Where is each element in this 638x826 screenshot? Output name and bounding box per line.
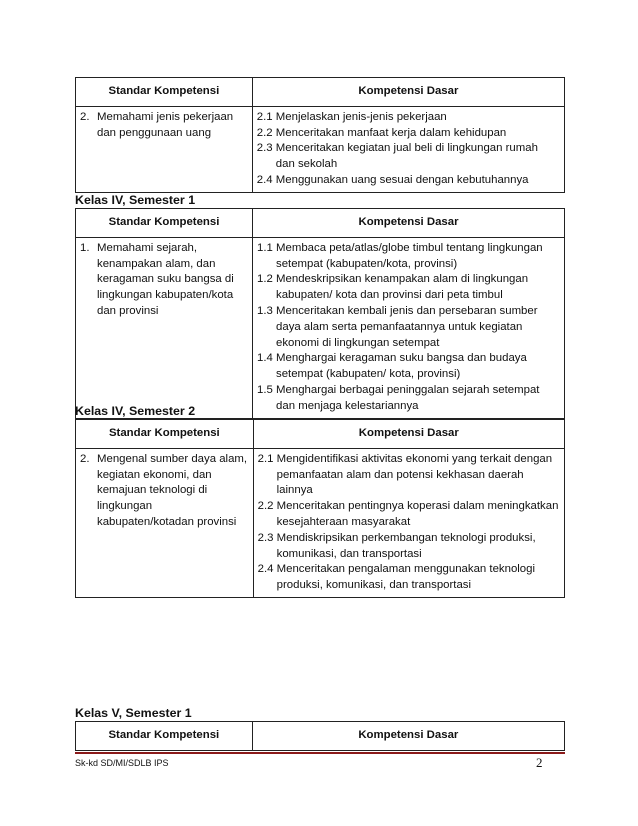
kd-number: 1.5 (257, 383, 273, 396)
sk-number: 2. (80, 110, 90, 123)
header-kompetensi-dasar: Kompetensi Dasar (253, 420, 564, 449)
header-standar-kompetensi: Standar Kompetensi (76, 722, 253, 751)
kd-item (257, 173, 560, 189)
sk-text: Memahami sejarah, kenampakan alam, dan keragaman suku bangsa di lingkungan kabupaten/kota dan provinsi (97, 241, 234, 317)
kd-item (258, 531, 560, 563)
kd-number: 2.3 (257, 531, 274, 544)
footer-rule (75, 752, 565, 754)
sk-number: 1. (80, 241, 90, 254)
competency-table-kelas-iv-semester-2 (75, 419, 565, 598)
kd-number: 2.4 (256, 173, 273, 186)
kd-text: Mendiskripsikan perkembangan teknologi produksi, komunikasi, dan transportasi (276, 531, 536, 560)
kd-text: Menjelaskan jenis-jenis pekerjaan (275, 110, 447, 123)
competency-table-kelas-iv-semester-1 (75, 208, 565, 419)
kd-text: Menceritakan pentingnya koperasi dalam meningkatkan kesejahteraan masyarakat (276, 500, 559, 528)
kd-text: Menceritakan kegiatan jual beli di lingkungan rumah dan sekolah (275, 142, 538, 171)
page-number: 2 (536, 755, 543, 770)
section-heading-kelas-iv-semester-2: Kelas IV, Semester 2 (75, 404, 196, 418)
kd-number: 2.2 (257, 500, 274, 513)
kd-cell (252, 106, 564, 192)
header-kompetensi-dasar: Kompetensi Dasar (252, 722, 564, 751)
kd-text: Menceritakan manfaat kerja dalam kehidupan (275, 126, 507, 139)
kd-number: 2.2 (256, 126, 273, 139)
sk-cell (76, 106, 253, 192)
kd-text: Menceritakan pengalaman menggunakan teknologi produksi, komunikasi, dan transportasi (276, 563, 536, 592)
kd-text: Mendeskripsikan kenampakan alam di lingkungan kabupaten/ kota dan provinsi dari peta timbul (276, 273, 529, 302)
sk-text: Mengenal sumber daya alam, kegiatan ekonomi, dan kemajuan teknologi di lingkungan kabupaten/kotadan provinsi (97, 452, 248, 528)
section-heading-kelas-v-semester-1: Kelas V, Semester 1 (75, 706, 192, 720)
kd-item (257, 126, 560, 142)
sk-cell (76, 237, 253, 418)
kd-text: Menghargai berbagai peninggalan sejarah setempat dan menjaga kelestariannya (276, 383, 540, 412)
kd-text: Menghargai keragaman suku bangsa dan budaya setempat (kabupaten/ kota, provinsi) (276, 352, 527, 381)
header-standar-kompetensi: Standar Kompetensi (76, 209, 253, 238)
kd-item (257, 110, 560, 126)
kd-number: 1.3 (257, 304, 273, 317)
section-heading-kelas-iv-semester-1: Kelas IV, Semester 1 (75, 193, 196, 207)
sk-cell (76, 448, 254, 597)
kd-item (258, 452, 560, 499)
header-kompetensi-dasar: Kompetensi Dasar (253, 209, 565, 238)
header-kompetensi-dasar: Kompetensi Dasar (252, 78, 564, 107)
kd-cell (253, 237, 565, 418)
kd-number: 2.4 (257, 563, 274, 576)
header-standar-kompetensi: Standar Kompetensi (76, 78, 253, 107)
kd-item (257, 304, 560, 351)
kd-text: Menggunakan uang sesuai dengan kebutuhannya (275, 173, 529, 186)
kd-cell (253, 448, 564, 597)
kd-number: 2.1 (256, 110, 273, 123)
kd-text: Membaca peta/atlas/globe timbul tentang lingkungan setempat (kabupaten/kota, provinsi) (276, 241, 543, 270)
kd-text: Mengidentifikasi aktivitas ekonomi yang terkait dengan pemanfaatan alam dan potensi kekhasan daerah lainnya (276, 452, 553, 497)
kd-number: 1.4 (257, 352, 273, 365)
kd-item (257, 383, 560, 415)
footer-document-label: Sk-kd SD/MI/SDLB IPS (75, 758, 169, 768)
header-standar-kompetensi: Standar Kompetensi (76, 420, 254, 449)
competency-table-top (75, 77, 565, 193)
kd-number: 1.1 (257, 241, 273, 254)
kd-number: 2.3 (256, 142, 273, 155)
competency-table-kelas-v-semester-1 (75, 721, 565, 751)
kd-item (258, 499, 560, 531)
kd-number: 1.2 (257, 273, 273, 286)
kd-item (258, 562, 560, 594)
kd-text: Menceritakan kembali jenis dan persebaran sumber daya alam serta pemanfaatannya untuk kegiatan ekonomi di lingkungan setempat (276, 304, 538, 349)
kd-item (257, 141, 560, 173)
kd-number: 2.1 (257, 452, 274, 465)
sk-text: Memahami jenis pekerjaan dan penggunaan uang (97, 110, 234, 139)
sk-number: 2. (80, 452, 90, 465)
kd-item (257, 241, 560, 273)
kd-item (257, 272, 560, 304)
kd-item (257, 351, 560, 383)
